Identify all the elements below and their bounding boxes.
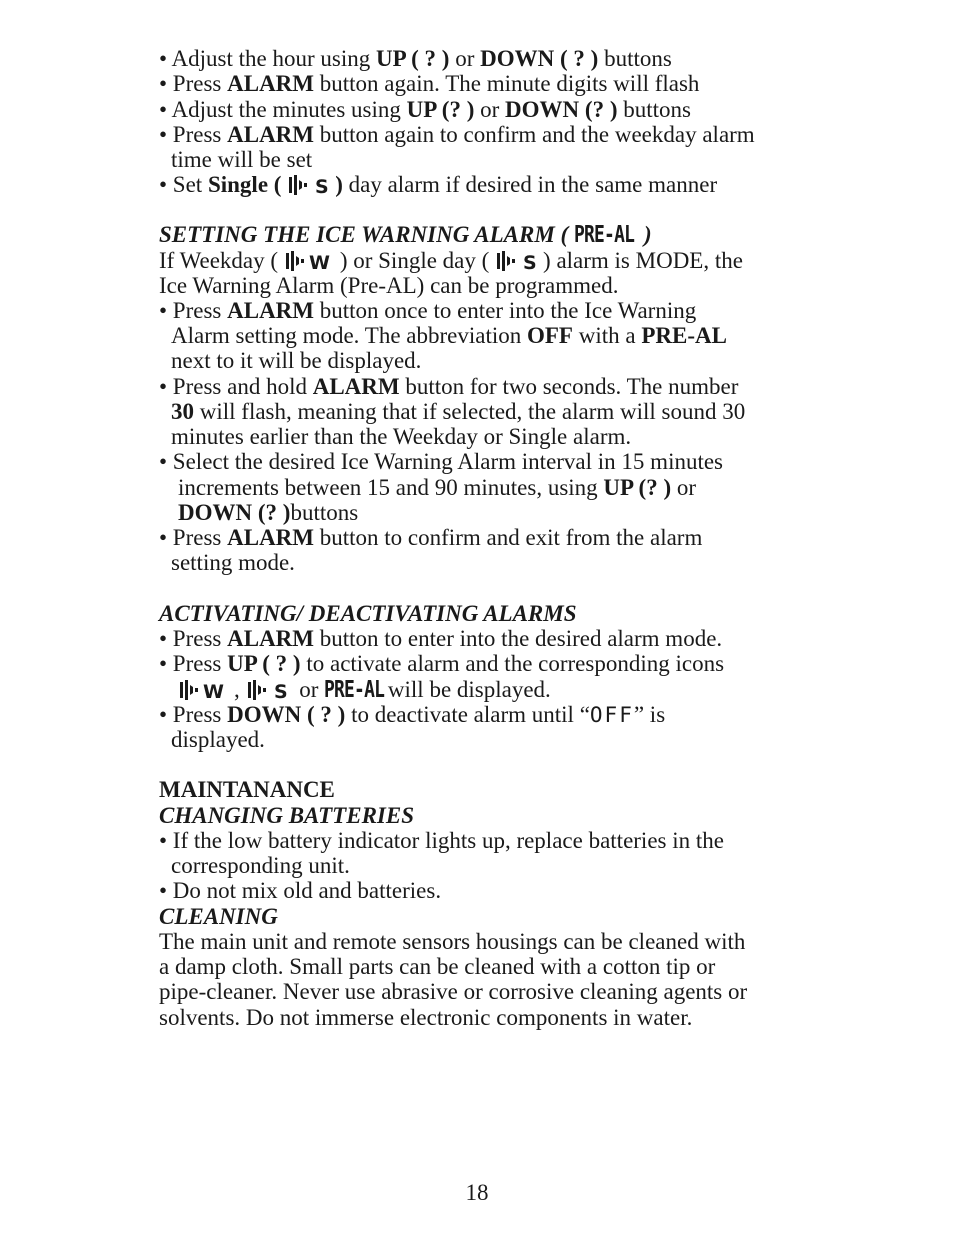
text-line: displayed. <box>171 727 265 752</box>
subheading-cleaning: CLEANING <box>159 904 278 929</box>
text-line: If Weekday ( W ) or Single day ( S ) alarm is MODE, the <box>159 248 743 273</box>
single-letter: S <box>273 681 288 700</box>
text-line: 30 will flash, meaning that if selected, the alarm will sound 30 <box>171 399 746 424</box>
text-line: • Adjust the hour using UP ( ? ) or DOWN ( ? ) buttons <box>159 46 672 71</box>
text-line: a damp cloth. Small parts can be cleaned with a cotton tip or <box>159 954 716 979</box>
text-line: The main unit and remote sensors housings can be cleaned with <box>159 929 746 954</box>
text-line: • Press and hold ALARM button for two seconds. The number <box>159 374 739 399</box>
text-line: • Press UP ( ? ) to activate alarm and the corresponding icons <box>159 651 725 676</box>
text-line: Alarm setting mode. The abbreviation OFF with a PRE-AL <box>171 323 727 348</box>
text-line: DOWN (? )buttons <box>178 500 359 525</box>
subheading-changing-batteries: CHANGING BATTERIES <box>159 803 414 828</box>
single-alarm-icon <box>288 175 334 195</box>
single-letter: S <box>315 176 329 195</box>
text-line: • Press ALARM button once to enter into the Ice Warning <box>159 298 697 323</box>
pre-al-icon: PRE-AL <box>324 677 385 703</box>
text-line: • Adjust the minutes using UP (? ) or DOWN (? ) buttons <box>159 97 691 122</box>
off-display-icon: OFF <box>589 703 634 727</box>
text-line: • Select the desired Ice Warning Alarm interval in 15 minutes <box>159 449 724 474</box>
text-line: • Press ALARM button again. The minute digits will flash <box>159 71 700 96</box>
text-line: W , S or PRE-AL will be displayed. <box>178 677 551 703</box>
single-letter: S <box>523 252 537 271</box>
weekday-alarm-icon <box>285 251 339 271</box>
weekday-alarm-icon <box>179 680 233 700</box>
text-line: • If the low battery indicator lights up, replace batteries in the <box>159 828 724 853</box>
page-number: 18 <box>465 1180 489 1205</box>
weekday-letter: W <box>203 681 224 700</box>
text-line: • Press ALARM button to confirm and exit from the alarm <box>159 525 703 550</box>
text-line: • Press ALARM button to enter into the desired alarm mode. <box>159 626 723 651</box>
text-line: time will be set <box>171 147 313 172</box>
text-line: solvents. Do not immerse electronic components in water. <box>159 1005 693 1030</box>
pre-al-icon: PRE-AL <box>573 222 635 248</box>
text-line: • Press ALARM button again to confirm and the weekday alarm <box>159 122 755 147</box>
text-line: • Set Single ( S ) day alarm if desired in the same manner <box>159 172 718 197</box>
text-line: next to it will be displayed. <box>171 348 422 373</box>
text-line: minutes earlier than the Weekday or Single alarm. <box>171 424 632 449</box>
text-line: pipe-cleaner. Never use abrasive or corrosive cleaning agents or <box>159 979 748 1004</box>
text-line: increments between 15 and 90 minutes, using UP (? ) or <box>178 475 697 500</box>
text-line: corresponding unit. <box>171 853 350 878</box>
single-alarm-icon <box>496 251 542 271</box>
weekday-letter: W <box>308 252 330 271</box>
section-heading-ice-warning: SETTING THE ICE WARNING ALARM ( PRE-AL ) <box>159 222 652 248</box>
text-line: setting mode. <box>171 550 295 575</box>
text-line: • Press DOWN ( ? ) to deactivate alarm until “OFF” is <box>159 702 666 727</box>
text-line: Ice Warning Alarm (Pre-AL) can be programmed. <box>159 273 619 298</box>
section-heading-activating: ACTIVATING/ DEACTIVATING ALARMS <box>159 601 577 626</box>
single-alarm-icon <box>247 680 293 700</box>
text-line: • Do not mix old and batteries. <box>159 878 442 903</box>
section-heading-maintenance: MAINTANANCE <box>159 777 335 802</box>
